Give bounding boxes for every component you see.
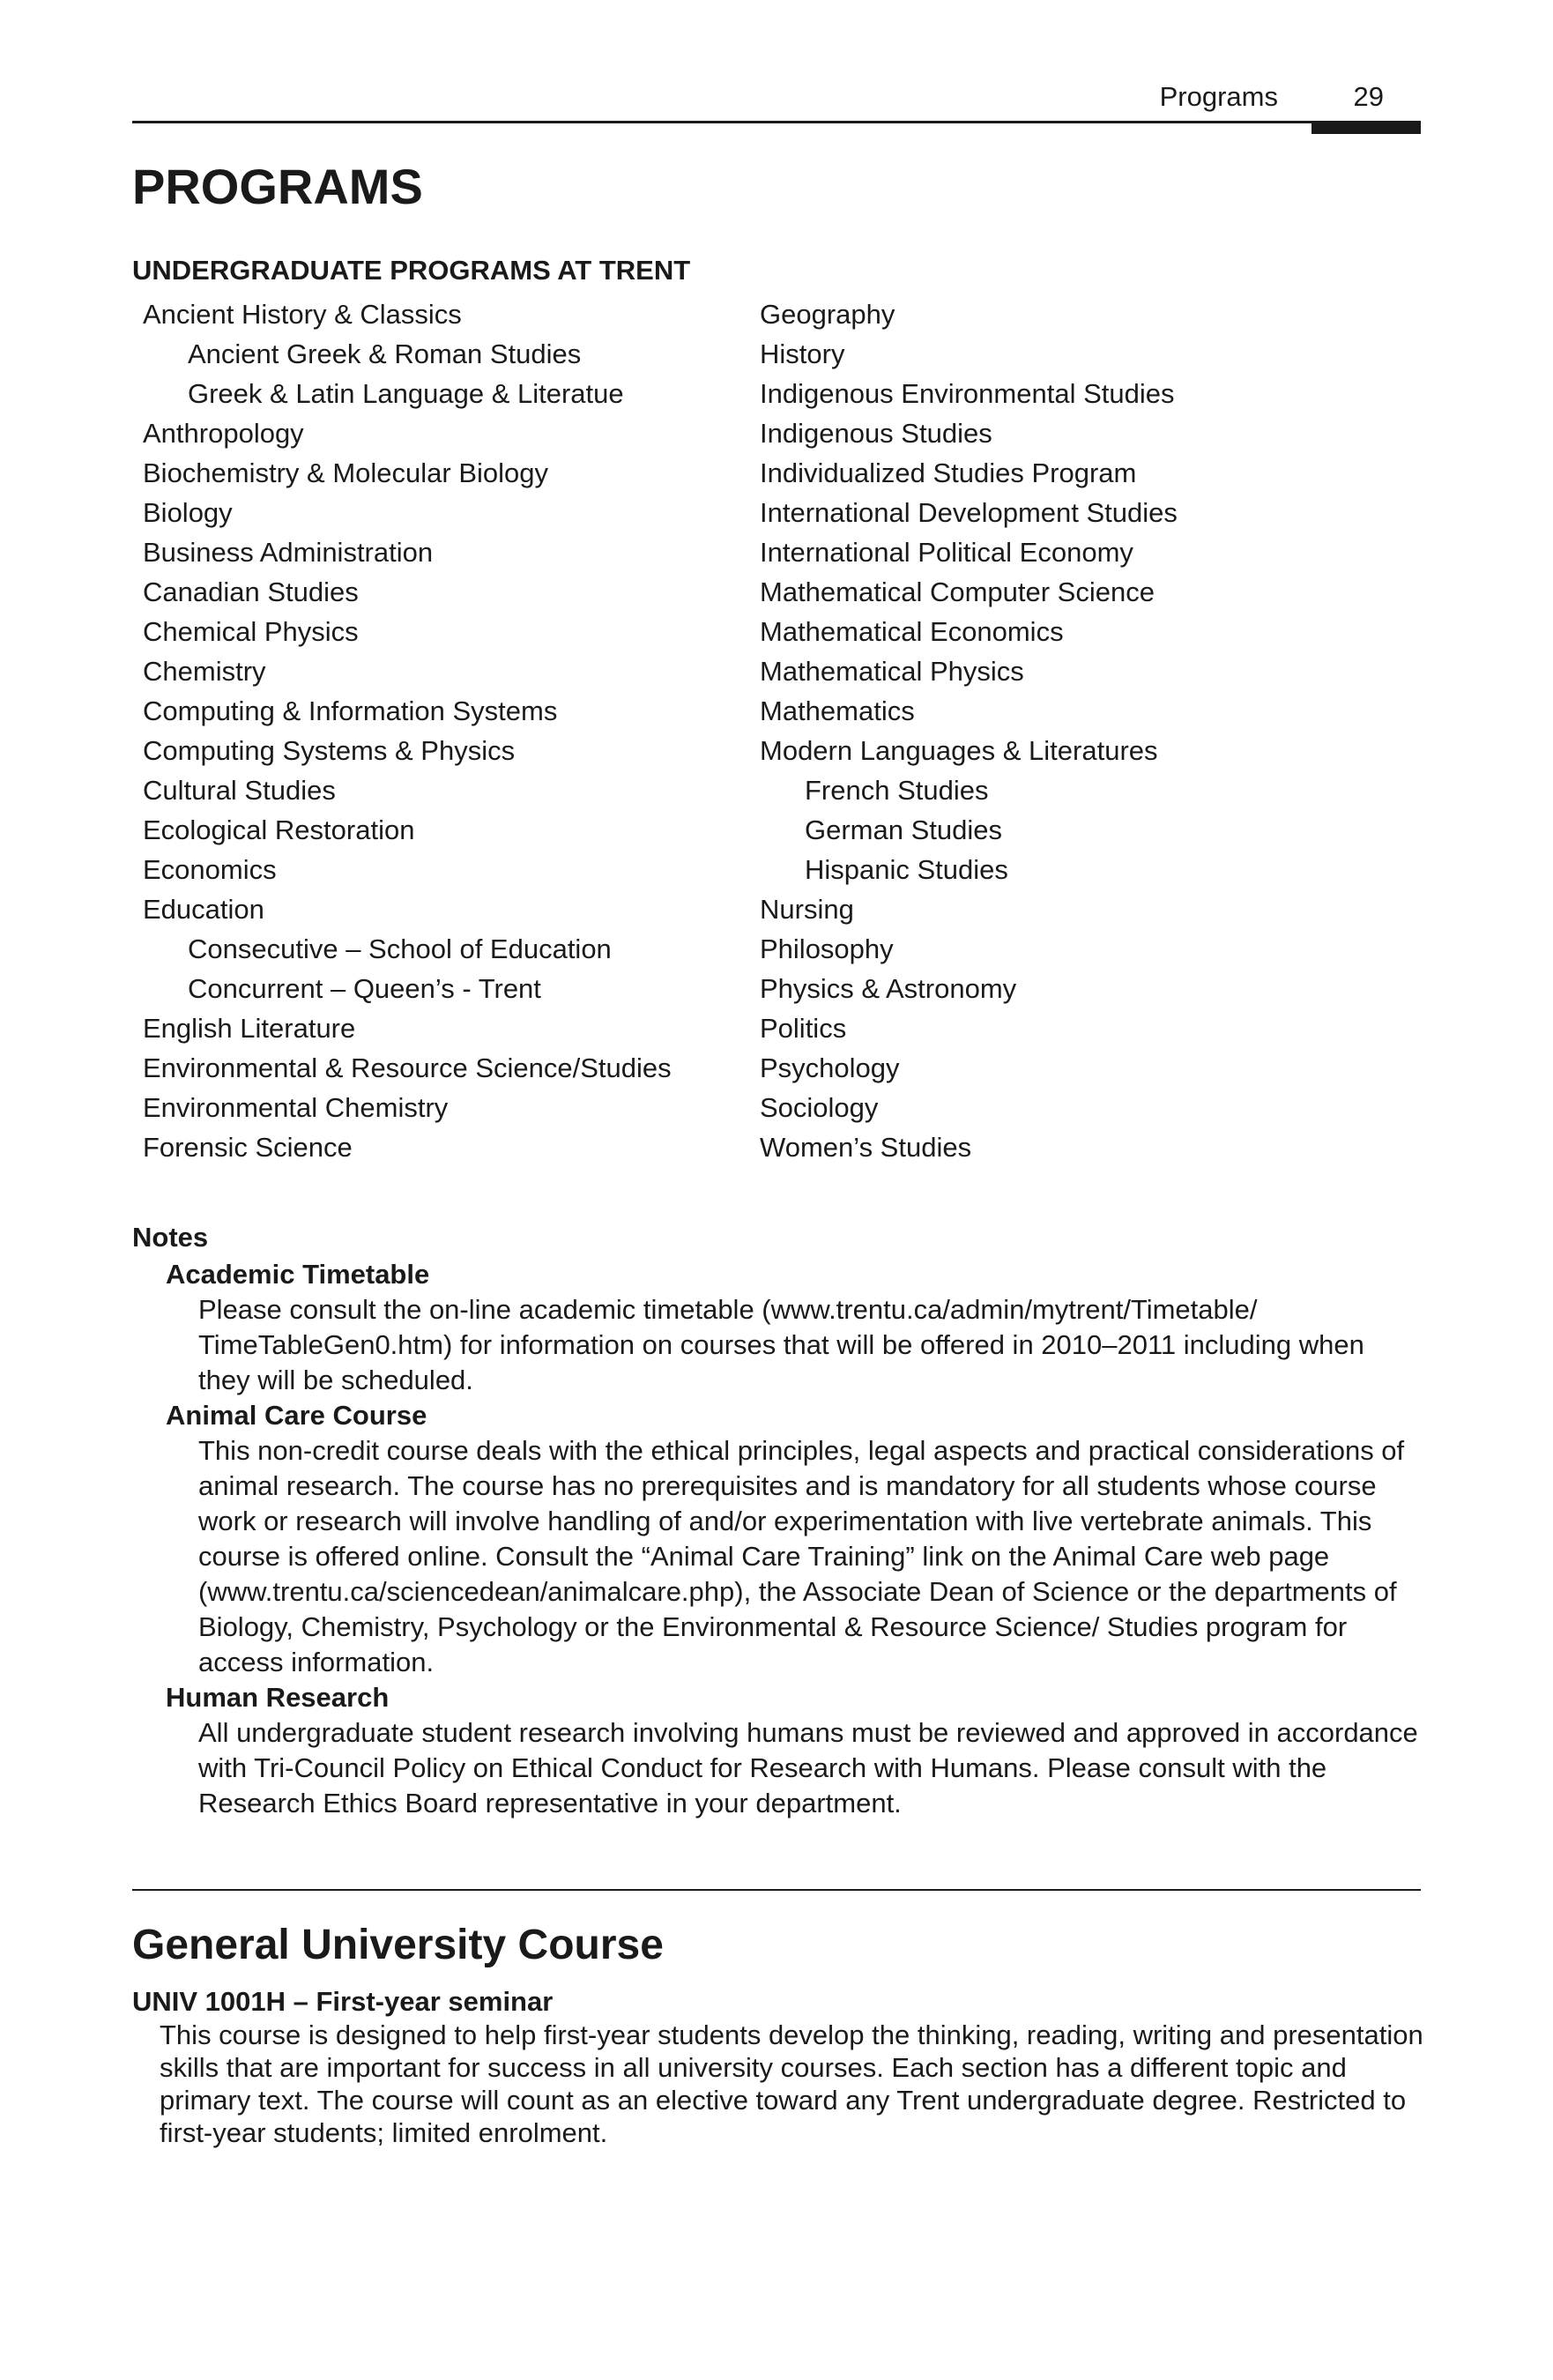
program-item: Economics [143,854,277,885]
program-item: Mathematics [760,695,915,726]
program-item: Geography [760,299,895,330]
page-title: PROGRAMS [132,159,423,214]
program-item: Computing Systems & Physics [143,735,516,766]
program-item: Hispanic Studies [805,854,1008,885]
header-thumb-tab [1312,123,1421,134]
program-item: Business Administration [143,537,434,568]
program-item: Indigenous Environmental Studies [760,378,1175,409]
program-item: Forensic Science [143,1132,353,1163]
course-entry [132,1985,1428,2149]
program-item: International Development Studies [760,497,1178,528]
program-item: Women’s Studies [760,1132,972,1163]
note-title-academic-timetable: Academic Timetable [166,1259,430,1290]
program-item: Ancient Greek & Roman Studies [188,338,582,369]
program-item: Nursing [760,894,854,925]
program-item: Concurrent – Queen’s - Trent [188,973,541,1004]
notes-section [132,1218,1428,1821]
program-item: Mathematical Economics [760,616,1064,647]
program-item: German Studies [805,814,1002,845]
course-description: This course is designed to help first-year students develop the thinking, reading, writing and presentation skills that are important for success in all university courses. Each section has a different topic and primary text. The course will count as an elective toward any Trent undergraduate degree. Restricted to first-year students; limited enrolment. [160,2019,1423,2148]
program-item: Ancient History & Classics [143,299,462,330]
program-item: Modern Languages & Literatures [760,735,1158,766]
program-item: Chemical Physics [143,616,359,647]
program-item: Mathematical Computer Science [760,576,1155,607]
program-item: Environmental Chemistry [143,1092,449,1123]
program-item: Philosophy [760,933,894,964]
program-item: Canadian Studies [143,576,359,607]
note-title-human-research: Human Research [166,1682,390,1713]
program-item: Computing & Information Systems [143,695,558,726]
programs-list-left [143,294,742,1167]
program-item: Individualized Studies Program [760,457,1137,488]
program-item: English Literature [143,1013,356,1044]
note-body-academic-timetable: Please consult the on-line academic timetable (www.trentu.ca/admin/mytrent/Timetable/ TimeTableGen0.htm) for information on courses that will be offered in 2010–2011 including when they will be scheduled. [198,1294,1364,1395]
section-divider [132,1889,1421,1891]
program-item: Greek & Latin Language & Literatue [188,378,624,409]
program-item: Politics [760,1013,847,1044]
program-item: Biology [143,497,233,528]
program-item: Physics & Astronomy [760,973,1017,1004]
programs-list-right [760,294,1412,1167]
program-item: Education [143,894,264,925]
program-item: Cultural Studies [143,775,336,806]
program-item: French Studies [805,775,989,806]
program-item: Sociology [760,1092,879,1123]
header-rule [132,121,1421,123]
note-body-human-research: All undergraduate student research involving humans must be reviewed and approved in accordance with Tri-Council Policy on Ethical Conduct for Research with Humans. Please consult with the Research Ethics Board representative in your department. [198,1717,1418,1818]
program-item: Environmental & Resource Science/Studies [143,1052,672,1083]
running-head-section: Programs [1159,81,1278,112]
note-body-animal-care: This non-credit course deals with the ethical principles, legal aspects and practical considerations of animal research. The course has no prerequisites and is mandatory for all students whose course work or research will involve handling of and/or experimentation with live vertebrate animals. This course is offered online. Consult the “Animal Care Training” link on the Animal Care web page (www.trentu.ca/sciencedean/animalcare.php), the Associate Dean of Science or the departments of Biology, Chemistry, Psychology or the Environmental & Resource Science/ Studies program for access information. [198,1435,1405,1677]
note-title-animal-care: Animal Care Course [166,1400,427,1431]
program-item: History [760,338,845,369]
course-code: UNIV 1001H – First-year seminar [132,1986,554,2017]
program-item: Consecutive – School of Education [188,933,612,964]
program-item: Biochemistry & Molecular Biology [143,457,549,488]
general-course-heading: General University Course [132,1922,664,1968]
program-item: Ecological Restoration [143,814,415,845]
program-item: International Political Economy [760,537,1133,568]
program-item: Indigenous Studies [760,418,992,449]
running-head [132,0,1421,134]
program-item: Chemistry [143,656,266,687]
page-number: 29 [1353,81,1384,112]
program-item: Anthropology [143,418,304,449]
program-item: Psychology [760,1052,900,1083]
notes-heading: Notes [132,1222,209,1253]
programs-list-heading: UNDERGRADUATE PROGRAMS AT TRENT [132,255,691,286]
program-item: Mathematical Physics [760,656,1024,687]
